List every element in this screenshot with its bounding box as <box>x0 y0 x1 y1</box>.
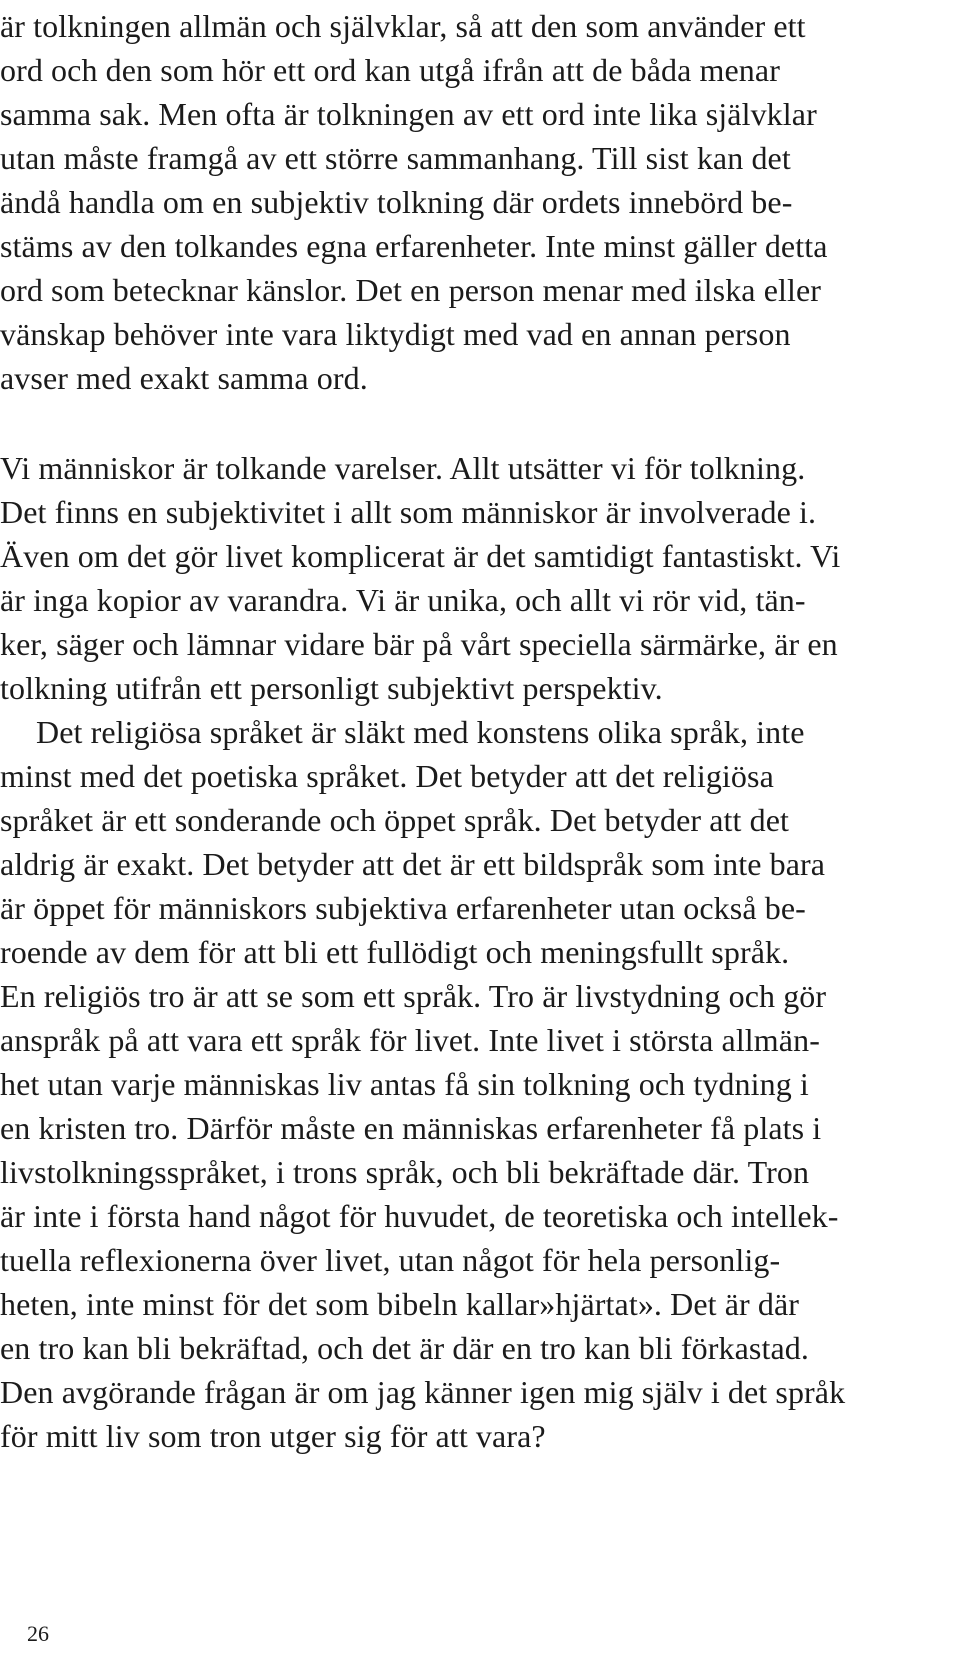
text-line: är inte i första hand något för huvudet, de teoretiska och intellek- <box>0 1198 839 1234</box>
text-line: stäms av den tolkandes egna erfarenheter. Inte minst gäller detta <box>0 228 828 264</box>
text-line: Det religiösa språket är släkt med konstens olika språk, inte <box>36 714 805 750</box>
text-line: En religiös tro är att se som ett språk. Tro är livstydning och gör <box>0 978 827 1014</box>
text-line: livstolkningsspråket, i trons språk, och bli bekräftade där. Tron <box>0 1154 810 1190</box>
text-line: utan måste framgå av ett större sammanhang. Till sist kan det <box>0 140 791 176</box>
text-line: samma sak. Men ofta är tolkningen av ett ord inte lika självklar <box>0 96 817 132</box>
text-line: tolkning utifrån ett personligt subjektivt perspektiv. <box>0 670 663 706</box>
text-line: Även om det gör livet komplicerat är det samtidigt fantastiskt. Vi <box>0 538 841 574</box>
text-line: het utan varje människas liv antas få sin tolkning och tydning i <box>0 1066 809 1102</box>
text-line: för mitt liv som tron utger sig för att vara? <box>0 1418 546 1454</box>
text-line: är öppet för människors subjektiva erfarenheter utan också be- <box>0 890 806 926</box>
text-line: anspråk på att vara ett språk för livet. Inte livet i största allmän- <box>0 1022 820 1058</box>
text-line: Den avgörande frågan är om jag känner igen mig själv i det språk <box>0 1374 846 1410</box>
text-line: språket är ett sonderande och öppet språk. Det betyder att det <box>0 802 790 838</box>
text-line: tuella reflexionerna över livet, utan något för hela personlig- <box>0 1242 781 1278</box>
text-line: roende av dem för att bli ett fullödigt och meningsfullt språk. <box>0 934 790 970</box>
text-line: minst med det poetiska språket. Det betyder att det religiösa <box>0 758 774 794</box>
text-line: Det finns en subjektivitet i allt som människor är involverade i. <box>0 494 817 530</box>
text-line: är inga kopior av varandra. Vi är unika, och allt vi rör vid, tän- <box>0 582 806 618</box>
text-line: aldrig är exakt. Det betyder att det är ett bildspråk som inte bara <box>0 846 826 882</box>
text-line: Vi människor är tolkande varelser. Allt utsätter vi för tolkning. <box>0 450 806 486</box>
text-line: ker, säger och lämnar vidare bär på vårt speciella särmärke, är en <box>0 626 838 662</box>
page-number: 26 <box>27 1621 49 1646</box>
text-line: ord som betecknar känslor. Det en person menar med ilska eller <box>0 272 822 308</box>
text-line: avser med exakt samma ord. <box>0 360 368 396</box>
text-line: en tro kan bli bekräftad, och det är där en tro kan bli förkastad. <box>0 1330 809 1366</box>
text-line: ord och den som hör ett ord kan utgå ifrån att de båda menar <box>0 52 780 88</box>
text-line: ändå handla om en subjektiv tolkning där ordets innebörd be- <box>0 184 793 220</box>
text-line: en kristen tro. Därför måste en människas erfarenheter få plats i <box>0 1110 822 1146</box>
text-line: är tolkningen allmän och självklar, så att den som använder ett <box>0 8 806 44</box>
text-line: heten, inte minst för det som bibeln kallar»hjärtat». Det är där <box>0 1286 800 1322</box>
text-line: vänskap behöver inte vara liktydigt med vad en annan person <box>0 316 791 352</box>
